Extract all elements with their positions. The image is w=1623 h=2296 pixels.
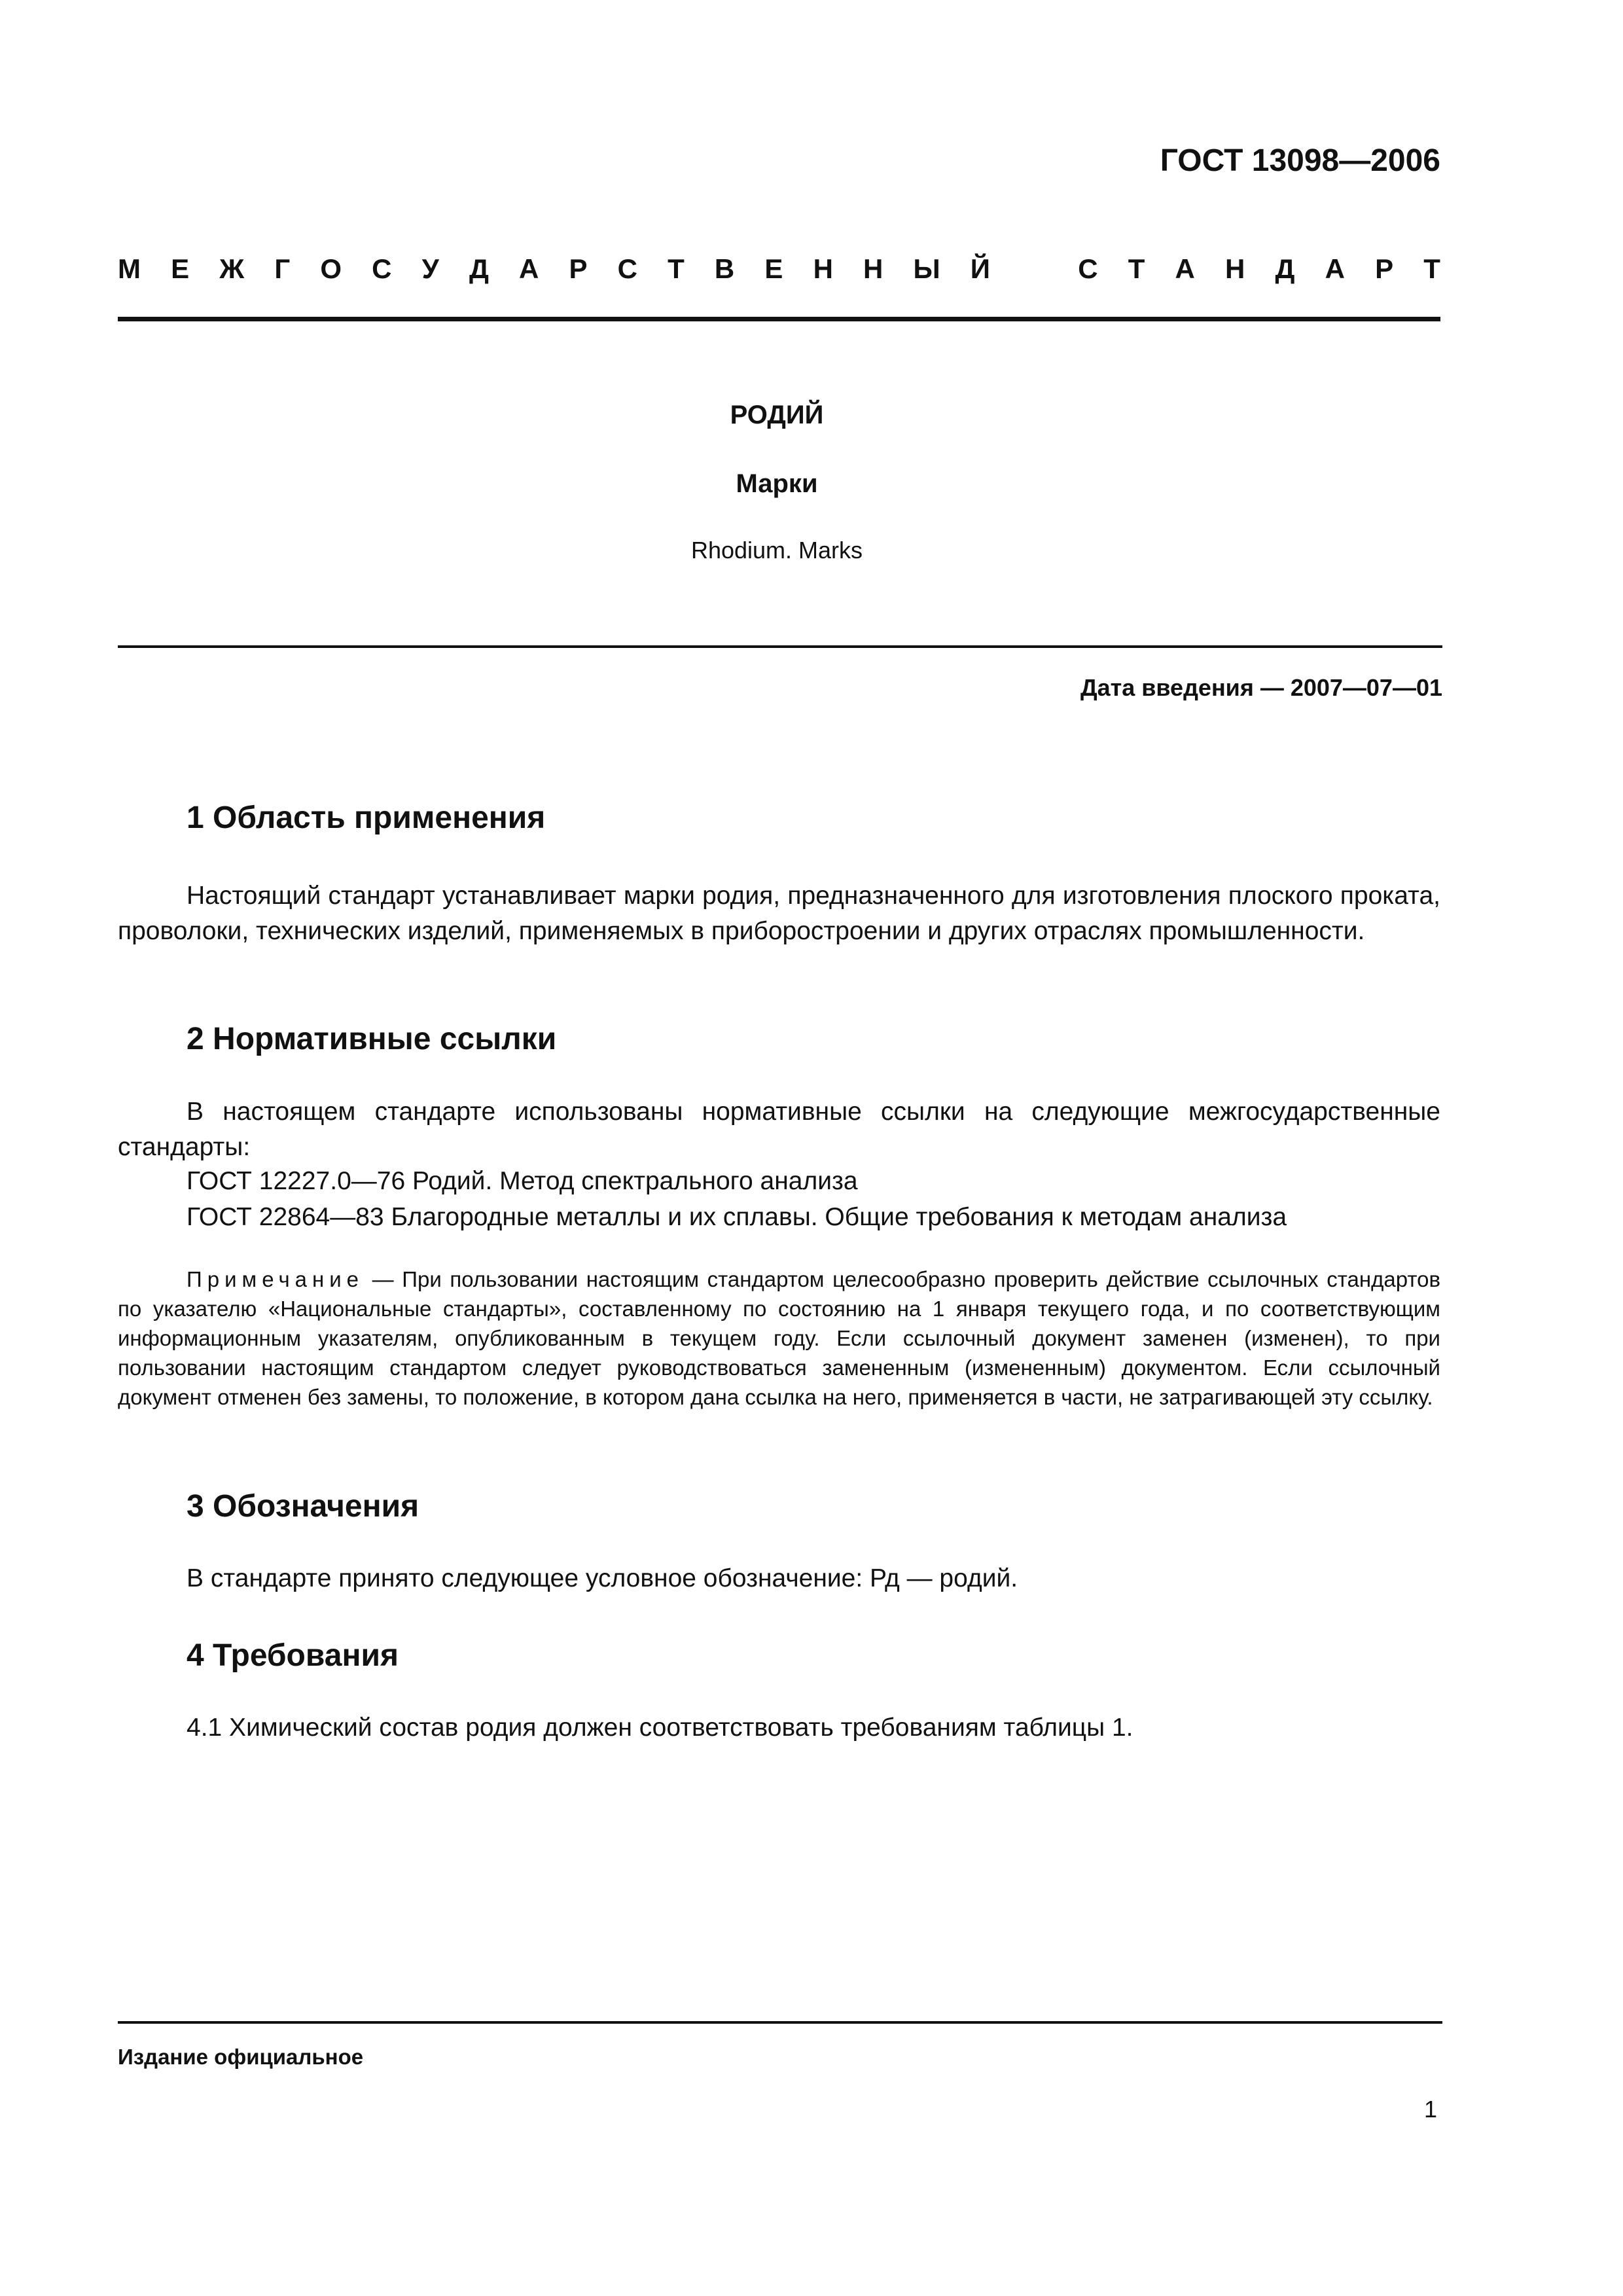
- section-4-heading: 4 Требования: [187, 1638, 399, 1673]
- document-title: РОДИЙ: [730, 401, 824, 429]
- banner-letter: Т: [1128, 253, 1145, 284]
- note: [118, 1265, 1440, 1412]
- banner-letter: Р: [1375, 253, 1394, 284]
- note-text: — При пользовании настоящим стандартом целесообразно проверить действие ссылочных стандартов по указателю «Национальные стандарты», составленному по состоянию на 1 января текущего года, и по соответствующим информационным указателям, опубликованным в текущем году. Если ссылочный документ заменен (изменен), то при пользовании настоящим стандартом следует руководствоваться замененным (измененным) документом. Если ссылочный документ отменен без замены, то положение, в котором дана ссылка на него, применяется в части, не затрагивающей эту ссылку.: [118, 1267, 1440, 1409]
- banner-word-gap: [1020, 255, 1048, 283]
- banner-letter: Т: [1423, 253, 1440, 284]
- banner-letter: А: [519, 253, 539, 284]
- banner-letter: С: [617, 253, 637, 284]
- banner-letter: У: [421, 253, 439, 284]
- section-3-heading: 3 Обозначения: [187, 1489, 419, 1524]
- banner-letter: Ж: [219, 253, 245, 284]
- section-2-heading: 2 Нормативные ссылки: [187, 1022, 557, 1056]
- banner-letter: С: [372, 253, 392, 284]
- banner-letter: В: [714, 253, 735, 284]
- footer-rule: [118, 2021, 1442, 2024]
- banner-letter: Д: [1275, 253, 1295, 284]
- note-label: Примечание: [187, 1267, 365, 1291]
- banner-letter: Ы: [913, 253, 940, 284]
- banner-letter: Р: [569, 253, 588, 284]
- banner-letter: Т: [668, 253, 685, 284]
- section-3-text: В стандарте принято следующее условное обозначение: Рд — родий.: [187, 1564, 1018, 1592]
- section-4-text: 4.1 Химический состав родия должен соответствовать требованиям таблицы 1.: [187, 1713, 1133, 1742]
- banner-letter: Г: [274, 253, 291, 284]
- title-rule: [118, 645, 1442, 648]
- section-2-text: В настоящем стандарте использованы нормативные ссылки на следующие межгосударственные стандарты:: [118, 1098, 1440, 1161]
- document-subtitle: Марки: [736, 469, 818, 498]
- reference-1: ГОСТ 12227.0—76 Родий. Метод спектрального анализа: [187, 1167, 858, 1195]
- header-rule: [118, 317, 1440, 321]
- standard-number: ГОСТ 13098—2006: [1160, 143, 1440, 178]
- banner-letter: Е: [764, 253, 783, 284]
- introduction-date: Дата введения — 2007—07—01: [1080, 674, 1442, 701]
- page-number: 1: [1423, 2096, 1437, 2123]
- banner-letter: Е: [171, 253, 190, 284]
- banner-letter: С: [1078, 253, 1098, 284]
- banner-letter: М: [118, 253, 141, 284]
- banner-letter: А: [1325, 253, 1345, 284]
- standard-type-banner: [118, 255, 1440, 283]
- banner-letter: Н: [813, 253, 833, 284]
- banner-letter: О: [320, 253, 342, 284]
- section-1-text: Настоящий стандарт устанавливает марки родия, предназначенного для изготовления плоского проката, проволоки, технических изделий, применяемых в приборостроении и других отраслях промышленности.: [118, 882, 1440, 945]
- banner-letter: Н: [863, 253, 883, 284]
- banner-letter: Н: [1225, 253, 1245, 284]
- banner-letter: А: [1175, 253, 1195, 284]
- section-1-heading: 1 Область применения: [187, 800, 546, 835]
- banner-letter: Д: [469, 253, 489, 284]
- document-title-english: Rhodium. Marks: [690, 537, 863, 564]
- official-edition-label: Издание официальное: [118, 2045, 364, 2069]
- banner-letter: Й: [970, 253, 990, 284]
- reference-2: ГОСТ 22864—83 Благородные металлы и их сплавы. Общие требования к методам анализа: [187, 1203, 1287, 1231]
